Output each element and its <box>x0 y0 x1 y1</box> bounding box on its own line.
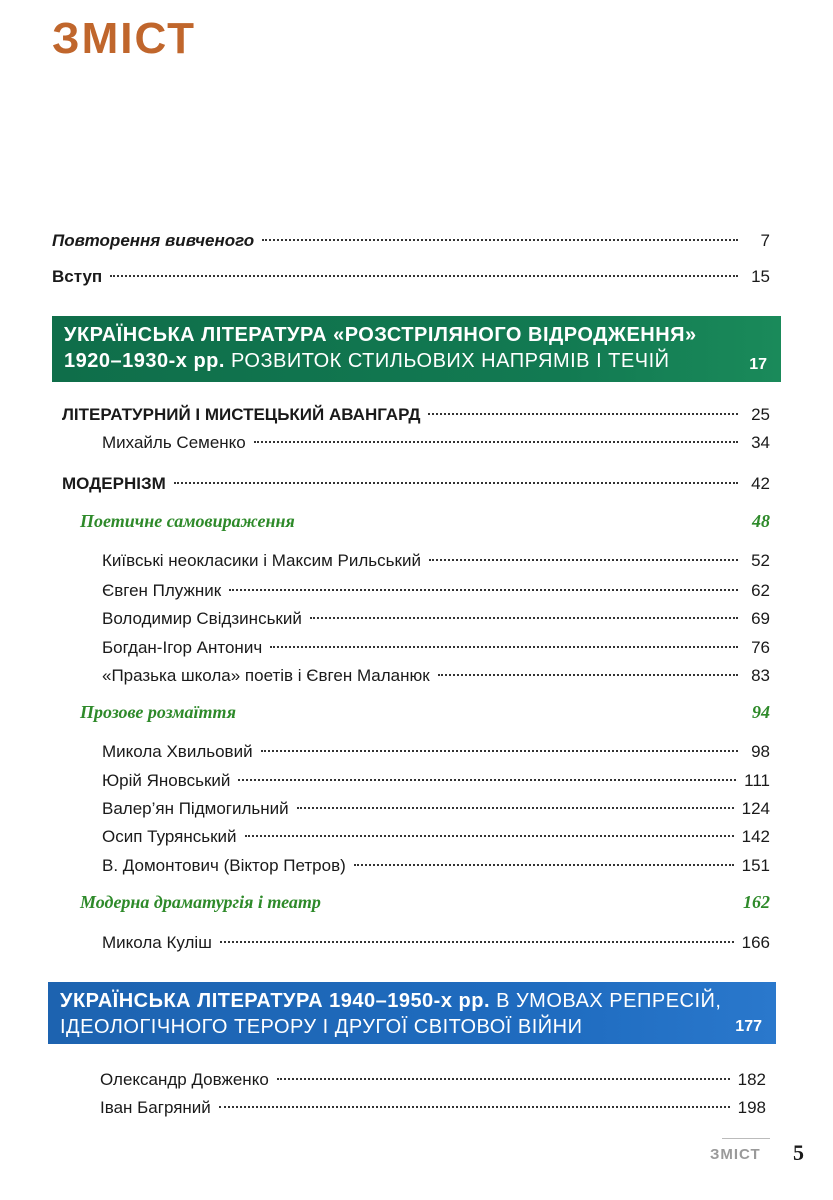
toc-entry-semenko[interactable] <box>102 432 770 454</box>
dot-leader <box>429 559 738 561</box>
dot-leader <box>428 413 738 415</box>
section-banner-page: 177 <box>735 1018 762 1035</box>
toc-entry-page: 15 <box>751 267 770 286</box>
dot-leader <box>354 864 734 866</box>
toc-entry-label: Юрій Яновський <box>102 771 231 790</box>
dot-leader <box>270 646 738 648</box>
dot-leader <box>238 779 736 781</box>
toc-entry-svidzynskyi[interactable] <box>102 608 770 630</box>
section-banner-line1: УКРАЇНСЬКА ЛІТЕРАТУРА «РОЗСТРІЛЯНОГО ВІДРОДЖЕННЯ» <box>64 324 697 346</box>
toc-entry-page: 69 <box>751 609 770 628</box>
section-banner-line2: ІДЕОЛОГІЧНОГО ТЕРОРУ І ДРУГОЇ СВІТОВОЇ ВІЙНИ <box>60 1016 583 1038</box>
dot-leader <box>219 1106 730 1108</box>
section-banner-subtitle: РОЗВИТОК СТИЛЬОВИХ НАПРЯМІВ І ТЕЧІЙ <box>224 350 670 372</box>
toc-entry-label: Микола Хвильовий <box>102 742 253 761</box>
subsection-page: 48 <box>752 511 770 531</box>
toc-entry-page: 25 <box>751 405 770 424</box>
toc-entry-page: 7 <box>760 231 770 250</box>
toc-entry-label: Вступ <box>52 267 103 286</box>
section-banner-years: 1920–1930-х рр. <box>64 350 225 372</box>
footer-running-title: ЗМІСТ <box>710 1146 761 1163</box>
toc-entry-yanovskyi[interactable] <box>102 770 770 792</box>
toc-entry-pluzhnyk[interactable] <box>102 580 770 602</box>
toc-entry-page: 34 <box>751 433 770 452</box>
subsection-poetry[interactable] <box>80 511 770 532</box>
dot-leader <box>262 239 738 241</box>
section-banner-years: УКРАЇНСЬКА ЛІТЕРАТУРА 1940–1950-х рр. <box>60 990 491 1012</box>
toc-entry-label: ЛІТЕРАТУРНИЙ І МИСТЕЦЬКИЙ АВАНГАРД <box>62 405 421 424</box>
dot-leader <box>254 441 738 443</box>
section-banner-page: 17 <box>749 356 767 373</box>
section-banner-line1 <box>60 988 764 1014</box>
section-banner-1920-1930[interactable] <box>52 316 781 382</box>
toc-entry-page: 111 <box>744 771 770 790</box>
subsection-page: 162 <box>743 892 770 912</box>
toc-entry-kulish[interactable] <box>102 932 770 954</box>
dot-leader <box>220 941 734 943</box>
subsection-label: Модерна драматургія і театр <box>80 892 321 912</box>
dot-leader <box>277 1078 730 1080</box>
toc-entry-label: Олександр Довженко <box>100 1070 269 1089</box>
dot-leader <box>110 275 738 277</box>
subsection-drama[interactable] <box>80 892 770 913</box>
toc-entry-label: Микола Куліш <box>102 933 212 952</box>
toc-entry-page: 198 <box>737 1098 766 1117</box>
dot-leader <box>297 807 734 809</box>
dot-leader <box>438 674 738 676</box>
toc-entry-label: Осип Турянський <box>102 827 237 846</box>
toc-entry-page: 124 <box>741 799 770 818</box>
toc-entry-antonych[interactable] <box>102 637 770 659</box>
section-banner-1940-1950[interactable] <box>48 982 776 1044</box>
toc-entry-page: 166 <box>741 933 770 952</box>
toc-entry-turianskyi[interactable] <box>102 826 770 848</box>
toc-entry-page: 182 <box>737 1070 766 1089</box>
toc-entry-dovzhenko[interactable] <box>100 1069 766 1091</box>
page-number: 5 <box>793 1140 804 1165</box>
section-banner-subtitle: В УМОВАХ РЕПРЕСІЙ, <box>490 990 722 1012</box>
toc-entry-label: Київські неокласики і Максим Рильський <box>102 551 421 570</box>
toc-entry-page: 151 <box>741 856 770 875</box>
toc-entry-page: 98 <box>751 742 770 761</box>
toc-entry-neoclassics[interactable] <box>102 550 770 572</box>
section-banner-line2 <box>64 348 769 374</box>
toc-entry-label: «Празька школа» поетів і Євген Маланюк <box>102 666 430 685</box>
toc-entry-label: МОДЕРНІЗМ <box>62 474 166 493</box>
toc-entry-label: Богдан-Ігор Антонич <box>102 638 263 657</box>
dot-leader <box>245 835 734 837</box>
toc-entry-page: 62 <box>751 581 770 600</box>
toc-entry-malaniuk[interactable] <box>102 665 770 687</box>
toc-entry-khvylovyi[interactable] <box>102 741 770 763</box>
toc-entry-page: 76 <box>751 638 770 657</box>
dot-leader <box>261 750 738 752</box>
toc-entry-label: Володимир Свідзинський <box>102 609 302 628</box>
toc-entry-label: Євген Плужник <box>102 581 222 600</box>
toc-entry-page: 42 <box>751 474 770 493</box>
dot-leader <box>229 589 738 591</box>
toc-entry-label: Іван Багряний <box>100 1098 211 1117</box>
toc-entry-domontovych[interactable] <box>102 855 770 877</box>
toc-entry-page: 83 <box>751 666 770 685</box>
toc-entry-review[interactable] <box>52 230 770 252</box>
toc-entry-pidmohylnyi[interactable] <box>102 798 770 820</box>
dot-leader <box>310 617 738 619</box>
subsection-page: 94 <box>752 702 770 722</box>
subsection-label: Прозове розмаїття <box>80 702 237 722</box>
toc-entry-label: Повторення вивченого <box>52 231 255 250</box>
toc-entry-label: Михайль Семенко <box>102 433 246 452</box>
toc-entry-page: 52 <box>751 551 770 570</box>
toc-entry-intro[interactable] <box>52 266 770 288</box>
toc-entry-label: В. Домонтович (Віктор Петров) <box>102 856 346 875</box>
subsection-label: Поетичне самовираження <box>80 511 295 531</box>
subsection-prose[interactable] <box>80 702 770 723</box>
page-title: ЗМІСТ <box>52 14 196 63</box>
toc-entry-label: Валер’ян Підмогильний <box>102 799 289 818</box>
toc-entry-modernism[interactable] <box>62 473 770 495</box>
footer-rule <box>722 1138 770 1139</box>
toc-entry-avantgarde[interactable] <box>62 404 770 426</box>
toc-entry-page: 142 <box>741 827 770 846</box>
toc-entry-bahrianyi[interactable] <box>100 1097 766 1119</box>
dot-leader <box>174 482 738 484</box>
